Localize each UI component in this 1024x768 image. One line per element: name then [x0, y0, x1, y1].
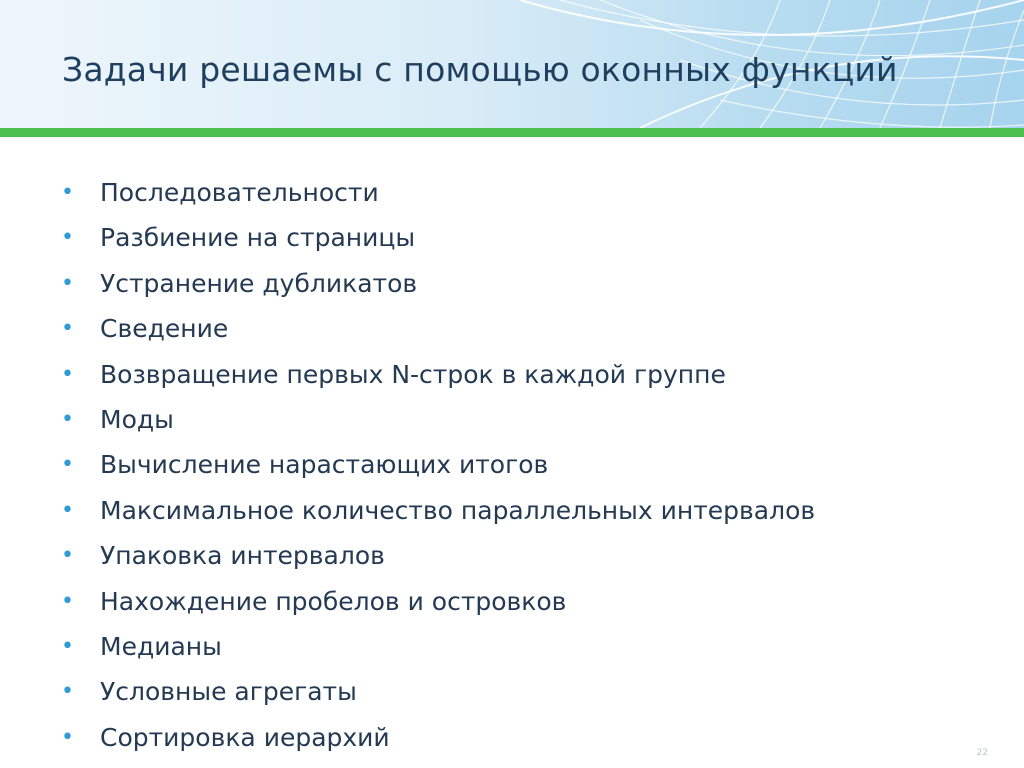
bullet-icon: •: [61, 180, 74, 205]
bullet-list: [0, 170, 1024, 760]
header-divider: [0, 128, 1024, 137]
bullet-icon: •: [61, 361, 74, 387]
bullet-text: Условные агрегаты: [100, 677, 357, 707]
bullet-item: [0, 442, 1024, 487]
bullet-item: [0, 669, 1024, 714]
bullet-text: Последовательности: [100, 178, 379, 207]
bullet-text: Максимальное количество параллельных интервалов: [100, 495, 816, 525]
bullet-item: [0, 352, 1024, 397]
bullet-text: Разбиение на страницы: [100, 223, 416, 253]
bullet-text: Вычисление нарастающих итогов: [100, 450, 549, 480]
bullet-item: [0, 170, 1024, 215]
bullet-text: Возвращение первых N-строк в каждой группе: [100, 359, 726, 389]
bullet-icon: •: [61, 679, 74, 705]
bullet-item: [0, 624, 1024, 669]
bullet-text: Медианы: [100, 631, 222, 661]
bullet-item: [0, 215, 1024, 260]
bullet-text: Нахождение пробелов и островков: [100, 586, 567, 616]
bullet-text: Моды: [100, 404, 174, 434]
bullet-item: [0, 397, 1024, 442]
bullet-item: [0, 306, 1024, 351]
bullet-icon: •: [61, 406, 74, 432]
bullet-item: [0, 261, 1024, 306]
bullet-icon: •: [61, 316, 74, 342]
bullet-text: Устранение дубликатов: [100, 268, 418, 298]
bullet-item: [0, 579, 1024, 624]
slide-header: [0, 0, 1024, 128]
slide-title: Задачи решаемы с помощью оконных функций: [62, 50, 898, 89]
bullet-icon: •: [61, 497, 74, 523]
bullet-item: [0, 533, 1024, 578]
bullet-text: Сведение: [100, 314, 229, 344]
bullet-icon: •: [61, 225, 74, 251]
bullet-item: [0, 488, 1024, 533]
bullet-item: [0, 715, 1024, 760]
bullet-icon: •: [61, 588, 74, 614]
bullet-text: Упаковка интервалов: [100, 541, 385, 571]
bullet-icon: •: [61, 452, 74, 478]
bullet-icon: •: [61, 633, 74, 659]
bullet-icon: •: [61, 543, 74, 569]
page-number: 22: [976, 748, 988, 758]
bullet-text: Сортировка иерархий: [100, 722, 390, 752]
bullet-icon: •: [61, 724, 74, 750]
bullet-icon: •: [61, 270, 74, 296]
